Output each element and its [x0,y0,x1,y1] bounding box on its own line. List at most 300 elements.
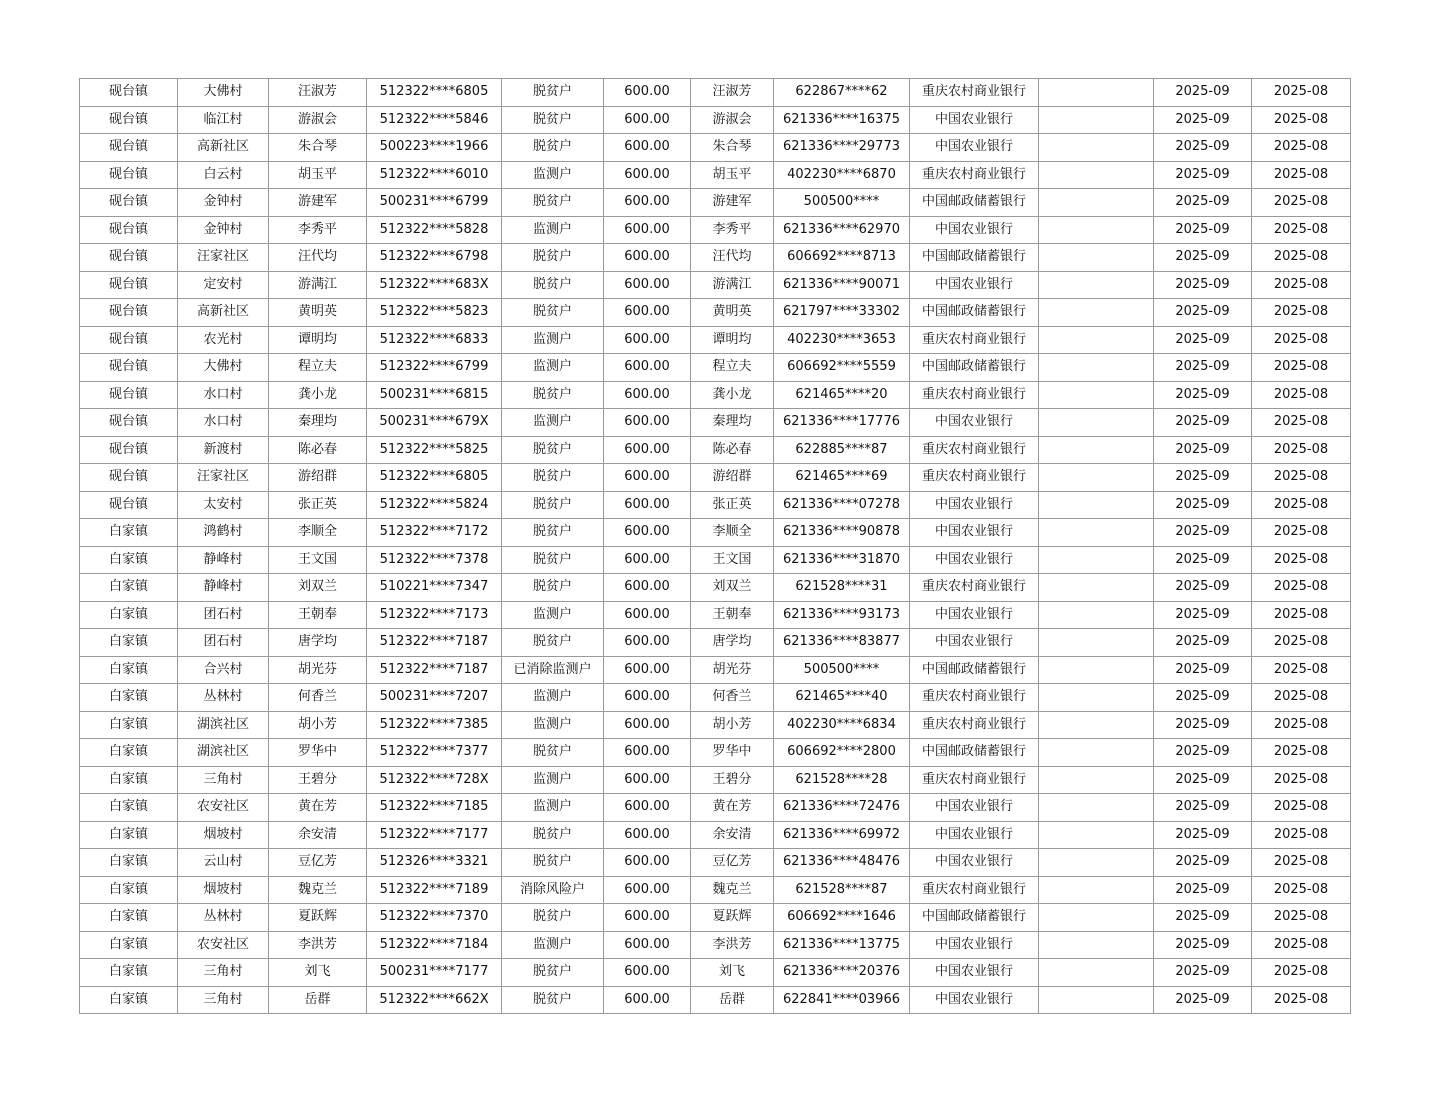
blank-cell [1039,656,1154,684]
bank-cell: 重庆农村商业银行 [910,684,1039,712]
village-cell: 白云村 [178,161,269,189]
period-month-cell: 2025-08 [1252,134,1351,162]
amount-cell: 600.00 [604,326,691,354]
bank-cell: 中国农业银行 [910,409,1039,437]
bank-cell: 中国邮政储蓄银行 [910,656,1039,684]
table-row [80,931,1351,959]
issue-month-cell: 2025-09 [1154,546,1252,574]
town-cell: 白家镇 [80,794,178,822]
amount-cell: 600.00 [604,134,691,162]
id-number-cell: 500231****6815 [367,381,502,409]
bank-cell: 中国农业银行 [910,216,1039,244]
village-cell: 静峰村 [178,574,269,602]
issue-month-cell: 2025-09 [1154,491,1252,519]
account-holder-cell: 李秀平 [691,216,774,244]
bank-cell: 中国农业银行 [910,794,1039,822]
village-cell: 三角村 [178,986,269,1014]
account-holder-cell: 张正英 [691,491,774,519]
issue-month-cell: 2025-09 [1154,656,1252,684]
table-row [80,464,1351,492]
issue-month-cell: 2025-09 [1154,161,1252,189]
name-cell: 龚小龙 [269,381,367,409]
town-cell: 砚台镇 [80,299,178,327]
name-cell: 王碧分 [269,766,367,794]
issue-month-cell: 2025-09 [1154,436,1252,464]
period-month-cell: 2025-08 [1252,79,1351,107]
household-type-cell: 脱贫户 [502,904,604,932]
table-row [80,189,1351,217]
account-number-cell: 621336****17776 [774,409,910,437]
town-cell: 白家镇 [80,684,178,712]
table-row [80,711,1351,739]
issue-month-cell: 2025-09 [1154,629,1252,657]
blank-cell [1039,244,1154,272]
name-cell: 张正英 [269,491,367,519]
id-number-cell: 512322****7377 [367,739,502,767]
table-row [80,821,1351,849]
period-month-cell: 2025-08 [1252,299,1351,327]
village-cell: 丛林村 [178,684,269,712]
period-month-cell: 2025-08 [1252,931,1351,959]
amount-cell: 600.00 [604,409,691,437]
id-number-cell: 500223****1966 [367,134,502,162]
bank-cell: 中国农业银行 [910,986,1039,1014]
issue-month-cell: 2025-09 [1154,959,1252,987]
id-number-cell: 500231****7177 [367,959,502,987]
bank-cell: 中国农业银行 [910,491,1039,519]
account-number-cell: 621336****07278 [774,491,910,519]
village-cell: 农安社区 [178,794,269,822]
id-number-cell: 512322****7187 [367,656,502,684]
period-month-cell: 2025-08 [1252,244,1351,272]
table-row [80,216,1351,244]
blank-cell [1039,326,1154,354]
blank-cell [1039,464,1154,492]
blank-cell [1039,629,1154,657]
account-number-cell: 621336****90071 [774,271,910,299]
household-type-cell: 脱贫户 [502,299,604,327]
account-number-cell: 621528****31 [774,574,910,602]
account-holder-cell: 何香兰 [691,684,774,712]
blank-cell [1039,519,1154,547]
blank-cell [1039,821,1154,849]
amount-cell: 600.00 [604,986,691,1014]
name-cell: 何香兰 [269,684,367,712]
bank-cell: 中国农业银行 [910,849,1039,877]
town-cell: 白家镇 [80,711,178,739]
account-number-cell: 621336****16375 [774,106,910,134]
village-cell: 金钟村 [178,216,269,244]
amount-cell: 600.00 [604,216,691,244]
account-number-cell: 500500**** [774,656,910,684]
amount-cell: 600.00 [604,299,691,327]
id-number-cell: 512322****7187 [367,629,502,657]
table-row [80,959,1351,987]
account-number-cell: 402230****3653 [774,326,910,354]
period-month-cell: 2025-08 [1252,491,1351,519]
amount-cell: 600.00 [604,849,691,877]
bank-cell: 中国农业银行 [910,629,1039,657]
id-number-cell: 512326****3321 [367,849,502,877]
amount-cell: 600.00 [604,629,691,657]
table-row [80,519,1351,547]
id-number-cell: 512322****662X [367,986,502,1014]
account-number-cell: 606692****8713 [774,244,910,272]
town-cell: 砚台镇 [80,244,178,272]
bank-cell: 中国邮政储蓄银行 [910,244,1039,272]
name-cell: 岳群 [269,986,367,1014]
issue-month-cell: 2025-09 [1154,519,1252,547]
id-number-cell: 512322****7184 [367,931,502,959]
town-cell: 砚台镇 [80,189,178,217]
amount-cell: 600.00 [604,271,691,299]
table-row [80,161,1351,189]
period-month-cell: 2025-08 [1252,216,1351,244]
period-month-cell: 2025-08 [1252,711,1351,739]
account-number-cell: 621336****13775 [774,931,910,959]
blank-cell [1039,794,1154,822]
household-type-cell: 监测户 [502,216,604,244]
name-cell: 李洪芳 [269,931,367,959]
household-type-cell: 脱贫户 [502,271,604,299]
household-type-cell: 脱贫户 [502,464,604,492]
period-month-cell: 2025-08 [1252,381,1351,409]
amount-cell: 600.00 [604,161,691,189]
table-row [80,629,1351,657]
town-cell: 砚台镇 [80,409,178,437]
period-month-cell: 2025-08 [1252,766,1351,794]
period-month-cell: 2025-08 [1252,876,1351,904]
bank-cell: 中国农业银行 [910,106,1039,134]
blank-cell [1039,959,1154,987]
account-holder-cell: 唐学均 [691,629,774,657]
bank-cell: 重庆农村商业银行 [910,326,1039,354]
town-cell: 砚台镇 [80,106,178,134]
household-type-cell: 监测户 [502,684,604,712]
issue-month-cell: 2025-09 [1154,244,1252,272]
village-cell: 汪家社区 [178,244,269,272]
blank-cell [1039,436,1154,464]
period-month-cell: 2025-08 [1252,464,1351,492]
account-holder-cell: 朱合琴 [691,134,774,162]
name-cell: 罗华中 [269,739,367,767]
amount-cell: 600.00 [604,436,691,464]
id-number-cell: 512322****728X [367,766,502,794]
name-cell: 陈必春 [269,436,367,464]
town-cell: 白家镇 [80,959,178,987]
blank-cell [1039,381,1154,409]
account-holder-cell: 王碧分 [691,766,774,794]
table-row [80,904,1351,932]
village-cell: 大佛村 [178,79,269,107]
bank-cell: 重庆农村商业银行 [910,766,1039,794]
name-cell: 夏跃辉 [269,904,367,932]
account-holder-cell: 汪淑芳 [691,79,774,107]
account-holder-cell: 游满江 [691,271,774,299]
household-type-cell: 已消除监测户 [502,656,604,684]
village-cell: 农安社区 [178,931,269,959]
account-number-cell: 621336****48476 [774,849,910,877]
household-type-cell: 脱贫户 [502,546,604,574]
village-cell: 太安村 [178,491,269,519]
issue-month-cell: 2025-09 [1154,464,1252,492]
period-month-cell: 2025-08 [1252,959,1351,987]
household-type-cell: 脱贫户 [502,519,604,547]
bank-cell: 中国农业银行 [910,601,1039,629]
bank-cell: 中国邮政储蓄银行 [910,189,1039,217]
account-holder-cell: 黄在芳 [691,794,774,822]
blank-cell [1039,546,1154,574]
bank-cell: 中国农业银行 [910,959,1039,987]
issue-month-cell: 2025-09 [1154,409,1252,437]
period-month-cell: 2025-08 [1252,684,1351,712]
table-body [80,79,1351,1014]
name-cell: 游满江 [269,271,367,299]
table-row [80,244,1351,272]
account-holder-cell: 岳群 [691,986,774,1014]
bank-cell: 重庆农村商业银行 [910,876,1039,904]
town-cell: 砚台镇 [80,436,178,464]
issue-month-cell: 2025-09 [1154,711,1252,739]
id-number-cell: 512322****6799 [367,354,502,382]
issue-month-cell: 2025-09 [1154,684,1252,712]
town-cell: 砚台镇 [80,134,178,162]
household-type-cell: 脱贫户 [502,959,604,987]
account-number-cell: 622867****62 [774,79,910,107]
id-number-cell: 512322****683X [367,271,502,299]
id-number-cell: 510221****7347 [367,574,502,602]
bank-cell: 中国邮政储蓄银行 [910,904,1039,932]
issue-month-cell: 2025-09 [1154,931,1252,959]
blank-cell [1039,216,1154,244]
blank-cell [1039,739,1154,767]
town-cell: 白家镇 [80,986,178,1014]
village-cell: 大佛村 [178,354,269,382]
town-cell: 白家镇 [80,766,178,794]
issue-month-cell: 2025-09 [1154,354,1252,382]
period-month-cell: 2025-08 [1252,409,1351,437]
issue-month-cell: 2025-09 [1154,106,1252,134]
account-number-cell: 621528****87 [774,876,910,904]
blank-cell [1039,766,1154,794]
issue-month-cell: 2025-09 [1154,794,1252,822]
account-number-cell: 621336****90878 [774,519,910,547]
amount-cell: 600.00 [604,519,691,547]
account-holder-cell: 刘飞 [691,959,774,987]
village-cell: 高新社区 [178,299,269,327]
blank-cell [1039,189,1154,217]
household-type-cell: 脱贫户 [502,986,604,1014]
bank-cell: 中国邮政储蓄银行 [910,299,1039,327]
period-month-cell: 2025-08 [1252,601,1351,629]
village-cell: 临江村 [178,106,269,134]
village-cell: 农光村 [178,326,269,354]
household-type-cell: 脱贫户 [502,79,604,107]
id-number-cell: 512322****6805 [367,464,502,492]
household-type-cell: 脱贫户 [502,381,604,409]
name-cell: 唐学均 [269,629,367,657]
household-type-cell: 脱贫户 [502,629,604,657]
amount-cell: 600.00 [604,904,691,932]
issue-month-cell: 2025-09 [1154,271,1252,299]
account-holder-cell: 游绍群 [691,464,774,492]
issue-month-cell: 2025-09 [1154,299,1252,327]
household-type-cell: 脱贫户 [502,244,604,272]
id-number-cell: 512322****7189 [367,876,502,904]
village-cell: 湖滨社区 [178,739,269,767]
data-sheet [79,78,1350,1014]
name-cell: 秦理均 [269,409,367,437]
account-holder-cell: 胡小芳 [691,711,774,739]
amount-cell: 600.00 [604,876,691,904]
amount-cell: 600.00 [604,79,691,107]
town-cell: 砚台镇 [80,464,178,492]
period-month-cell: 2025-08 [1252,354,1351,382]
household-type-cell: 脱贫户 [502,821,604,849]
account-number-cell: 606692****2800 [774,739,910,767]
account-number-cell: 621336****83877 [774,629,910,657]
account-holder-cell: 秦理均 [691,409,774,437]
table-row [80,491,1351,519]
account-holder-cell: 魏克兰 [691,876,774,904]
blank-cell [1039,931,1154,959]
village-cell: 水口村 [178,381,269,409]
issue-month-cell: 2025-09 [1154,766,1252,794]
id-number-cell: 512322****7177 [367,821,502,849]
blank-cell [1039,574,1154,602]
village-cell: 金钟村 [178,189,269,217]
village-cell: 新渡村 [178,436,269,464]
table-row [80,271,1351,299]
household-type-cell: 监测户 [502,601,604,629]
period-month-cell: 2025-08 [1252,904,1351,932]
blank-cell [1039,354,1154,382]
amount-cell: 600.00 [604,684,691,712]
issue-month-cell: 2025-09 [1154,739,1252,767]
id-number-cell: 512322****5824 [367,491,502,519]
town-cell: 白家镇 [80,931,178,959]
household-type-cell: 脱贫户 [502,106,604,134]
period-month-cell: 2025-08 [1252,821,1351,849]
account-holder-cell: 黄明英 [691,299,774,327]
id-number-cell: 500231****679X [367,409,502,437]
account-number-cell: 621465****69 [774,464,910,492]
account-number-cell: 402230****6834 [774,711,910,739]
table-row [80,79,1351,107]
bank-cell: 重庆农村商业银行 [910,711,1039,739]
issue-month-cell: 2025-09 [1154,986,1252,1014]
table-row [80,794,1351,822]
account-number-cell: 621336****69972 [774,821,910,849]
name-cell: 王文国 [269,546,367,574]
id-number-cell: 512322****7378 [367,546,502,574]
account-holder-cell: 夏跃辉 [691,904,774,932]
amount-cell: 600.00 [604,381,691,409]
village-cell: 湖滨社区 [178,711,269,739]
period-month-cell: 2025-08 [1252,519,1351,547]
id-number-cell: 512322****7185 [367,794,502,822]
amount-cell: 600.00 [604,546,691,574]
period-month-cell: 2025-08 [1252,271,1351,299]
issue-month-cell: 2025-09 [1154,574,1252,602]
village-cell: 定安村 [178,271,269,299]
blank-cell [1039,684,1154,712]
name-cell: 王朝奉 [269,601,367,629]
town-cell: 白家镇 [80,574,178,602]
name-cell: 魏克兰 [269,876,367,904]
bank-cell: 中国邮政储蓄银行 [910,739,1039,767]
account-holder-cell: 龚小龙 [691,381,774,409]
account-holder-cell: 胡光芬 [691,656,774,684]
amount-cell: 600.00 [604,931,691,959]
household-type-cell: 监测户 [502,354,604,382]
name-cell: 汪代均 [269,244,367,272]
bank-cell: 中国农业银行 [910,519,1039,547]
issue-month-cell: 2025-09 [1154,876,1252,904]
bank-cell: 中国农业银行 [910,546,1039,574]
name-cell: 刘飞 [269,959,367,987]
household-type-cell: 监测户 [502,326,604,354]
amount-cell: 600.00 [604,354,691,382]
issue-month-cell: 2025-09 [1154,381,1252,409]
account-holder-cell: 王朝奉 [691,601,774,629]
table-row [80,409,1351,437]
table-row [80,849,1351,877]
blank-cell [1039,299,1154,327]
name-cell: 胡小芳 [269,711,367,739]
id-number-cell: 512322****6833 [367,326,502,354]
name-cell: 汪淑芳 [269,79,367,107]
table-row [80,684,1351,712]
village-cell: 水口村 [178,409,269,437]
blank-cell [1039,161,1154,189]
table-row [80,601,1351,629]
blank-cell [1039,134,1154,162]
village-cell: 烟坡村 [178,876,269,904]
town-cell: 白家镇 [80,519,178,547]
village-cell: 团石村 [178,601,269,629]
town-cell: 砚台镇 [80,381,178,409]
account-holder-cell: 李顺全 [691,519,774,547]
town-cell: 白家镇 [80,849,178,877]
account-holder-cell: 李洪芳 [691,931,774,959]
town-cell: 砚台镇 [80,161,178,189]
id-number-cell: 512322****7173 [367,601,502,629]
id-number-cell: 512322****5825 [367,436,502,464]
name-cell: 谭明均 [269,326,367,354]
bank-cell: 重庆农村商业银行 [910,79,1039,107]
name-cell: 豆亿芳 [269,849,367,877]
village-cell: 合兴村 [178,656,269,684]
household-type-cell: 消除风险户 [502,876,604,904]
account-holder-cell: 刘双兰 [691,574,774,602]
bank-cell: 中国农业银行 [910,271,1039,299]
household-type-cell: 监测户 [502,161,604,189]
name-cell: 黄在芳 [269,794,367,822]
account-holder-cell: 汪代均 [691,244,774,272]
amount-cell: 600.00 [604,821,691,849]
id-number-cell: 512322****7172 [367,519,502,547]
issue-month-cell: 2025-09 [1154,326,1252,354]
account-number-cell: 621336****31870 [774,546,910,574]
account-number-cell: 606692****5559 [774,354,910,382]
amount-cell: 600.00 [604,189,691,217]
period-month-cell: 2025-08 [1252,849,1351,877]
name-cell: 游淑会 [269,106,367,134]
amount-cell: 600.00 [604,601,691,629]
bank-cell: 重庆农村商业银行 [910,381,1039,409]
bank-cell: 重庆农村商业银行 [910,464,1039,492]
